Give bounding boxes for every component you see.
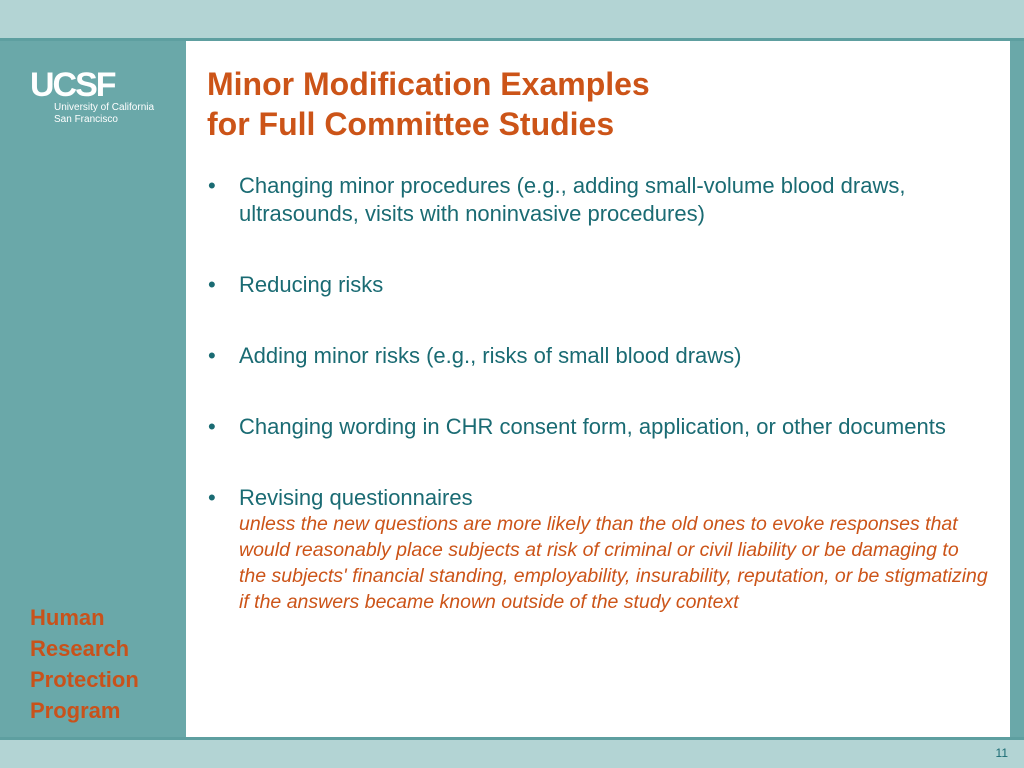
- slide-title-line-2: for Full Committee Studies: [207, 106, 615, 142]
- bullet-icon: •: [208, 414, 216, 439]
- ucsf-logo: [30, 68, 154, 126]
- logo-line-1: University of California: [54, 102, 155, 113]
- bullet-text: Changing minor procedures (e.g., adding small-volume blood draws, ultrasounds, visits with noninvasive procedures): [239, 173, 906, 226]
- bullet-list: [208, 172, 988, 658]
- right-edge: [1010, 41, 1024, 738]
- slide-title-line-1: Minor Modification Examples: [207, 66, 650, 102]
- logo-line-2: San Francisco: [54, 114, 118, 125]
- slide-title: [207, 64, 997, 144]
- list-item: [208, 342, 988, 370]
- bullet-text: Adding minor risks (e.g., risks of small blood draws): [239, 343, 742, 368]
- bullet-icon: •: [208, 173, 216, 198]
- page-number: 11: [995, 746, 1008, 760]
- program-name: [30, 602, 180, 726]
- bottom-band: [0, 740, 1024, 768]
- bullet-icon: •: [208, 343, 216, 368]
- list-item: [208, 413, 988, 441]
- logo-mark: UCSF: [30, 66, 115, 104]
- list-item: [208, 172, 988, 228]
- bullet-text: Changing wording in CHR consent form, application, or other documents: [239, 414, 946, 439]
- bullet-text: Revising questionnaires: [239, 485, 473, 510]
- bullet-icon: •: [208, 485, 216, 510]
- bullet-note: unless the new questions are more likely than the old ones to evoke responses that would reasonably place subjects at risk of criminal or civil liability or be damaging to the subjects' financial standing, employability, insurability, reputation, or be stigmatizing if the answers became known outside of the study context: [239, 513, 988, 613]
- list-item: [208, 271, 988, 299]
- program-line: Protection: [30, 667, 139, 692]
- bullet-icon: •: [208, 272, 216, 297]
- bullet-text: Reducing risks: [239, 272, 384, 297]
- list-item: [208, 484, 988, 615]
- program-line: Program: [30, 698, 121, 723]
- program-line: Research: [30, 636, 130, 661]
- program-line: Human: [30, 605, 105, 630]
- top-band: [0, 0, 1024, 40]
